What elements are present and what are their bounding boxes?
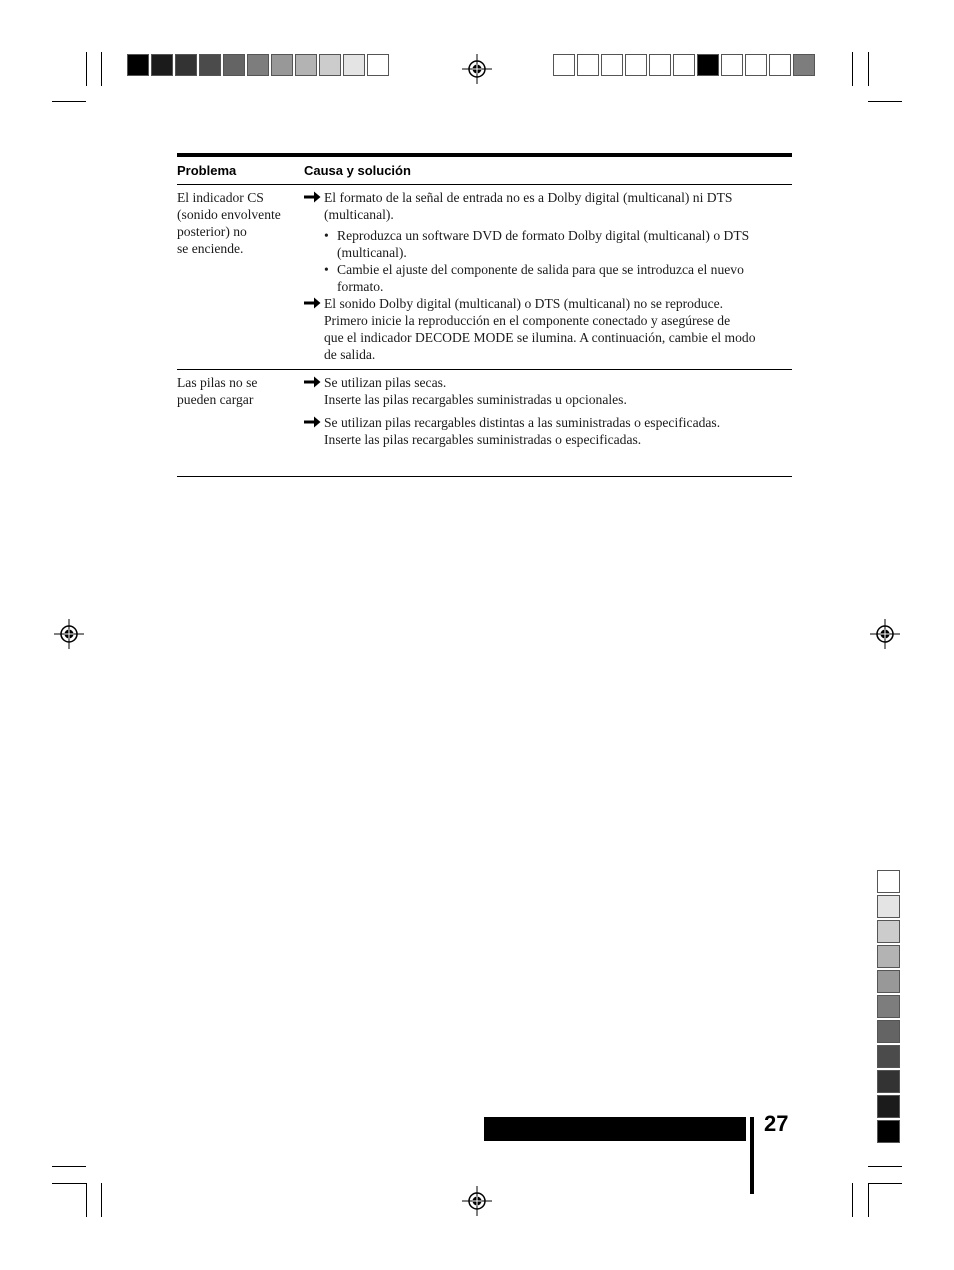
cause-line: Inserte las pilas recargables suministradas o especificadas.: [324, 432, 642, 447]
color-swatch: [127, 54, 149, 76]
color-swatch: [625, 54, 647, 76]
cause-item: [304, 189, 792, 223]
color-swatch: [769, 54, 791, 76]
problem-line: (sonido envolvente: [177, 207, 281, 222]
color-bar-right: [877, 870, 900, 1143]
solution-cell: [304, 370, 792, 476]
cause-line: (multicanal).: [324, 207, 394, 222]
right-arrow-icon: [304, 297, 321, 309]
color-swatch: [877, 970, 900, 993]
cause-line: Inserte las pilas recargables suministradas u opcionales.: [324, 392, 627, 407]
problem-line: pueden cargar: [177, 392, 254, 407]
registration-target-icon: [462, 54, 492, 84]
cause-line: de salida.: [324, 347, 376, 362]
color-swatch: [649, 54, 671, 76]
page-number-bar: [484, 1117, 746, 1141]
color-swatch: [367, 54, 389, 76]
color-swatch: [271, 54, 293, 76]
color-swatch: [721, 54, 743, 76]
color-swatch: [877, 1120, 900, 1143]
problem-cell: [177, 370, 304, 476]
color-swatch: [553, 54, 575, 76]
color-swatch: [877, 870, 900, 893]
page-number: 27: [764, 1111, 789, 1136]
color-swatch: [601, 54, 623, 76]
page-number-rule: [750, 1117, 754, 1194]
list-item: [304, 227, 792, 261]
remedy-line: formato.: [337, 279, 384, 294]
color-swatch: [877, 1020, 900, 1043]
troubleshooting-table: [177, 153, 792, 477]
color-swatch: [877, 1045, 900, 1068]
color-swatch: [577, 54, 599, 76]
cause-item: [304, 374, 792, 408]
header-solution: Causa y solución: [304, 163, 411, 178]
problem-cell: [177, 185, 304, 369]
remedy-line: (multicanal).: [337, 245, 407, 260]
cause-line: Se utilizan pilas secas.: [324, 375, 447, 390]
color-swatch: [877, 895, 900, 918]
cause-item: [304, 414, 792, 448]
color-swatch: [199, 54, 221, 76]
color-bar-top-right: [553, 54, 815, 76]
color-swatch: [877, 945, 900, 968]
color-swatch: [877, 920, 900, 943]
cause-item: [304, 295, 792, 363]
table-row: [177, 185, 792, 370]
problem-line: El indicador CS: [177, 190, 264, 205]
cause-line: Se utilizan pilas recargables distintas a las suministradas o especificadas.: [324, 415, 721, 430]
registration-target-icon: [870, 619, 900, 649]
problem-line: se enciende.: [177, 241, 244, 256]
right-arrow-icon: [304, 191, 321, 203]
cause-line: que el indicador DECODE MODE se ilumina. A continuación, cambie el modo: [324, 330, 756, 345]
color-swatch: [877, 1070, 900, 1093]
table-row: [177, 370, 792, 477]
table-header: [177, 157, 792, 185]
remedy-list: [304, 227, 792, 295]
color-swatch: [175, 54, 197, 76]
right-arrow-icon: [304, 376, 321, 388]
color-swatch: [745, 54, 767, 76]
color-swatch: [697, 54, 719, 76]
cause-line: Primero inicie la reproducción en el componente conectado y asegúrese de: [324, 313, 731, 328]
color-swatch: [343, 54, 365, 76]
solution-cell: [304, 185, 792, 369]
problem-line: posterior) no: [177, 224, 247, 239]
color-swatch: [319, 54, 341, 76]
color-swatch: [673, 54, 695, 76]
color-bar-top-left: [127, 54, 389, 76]
color-swatch: [877, 1095, 900, 1118]
color-swatch: [151, 54, 173, 76]
list-item: [304, 261, 792, 295]
registration-target-icon: [54, 619, 84, 649]
color-swatch: [247, 54, 269, 76]
problem-line: Las pilas no se: [177, 375, 258, 390]
registration-target-icon: [462, 1186, 492, 1216]
cause-line: El sonido Dolby digital (multicanal) o DTS (multicanal) no se reproduce.: [324, 296, 724, 311]
right-arrow-icon: [304, 416, 321, 428]
cause-line: El formato de la señal de entrada no es a Dolby digital (multicanal) ni DTS: [324, 190, 733, 205]
header-problem: Problema: [177, 163, 237, 178]
color-swatch: [877, 995, 900, 1018]
color-swatch: [223, 54, 245, 76]
color-swatch: [295, 54, 317, 76]
color-swatch: [793, 54, 815, 76]
remedy-line: • Reproduzca un software DVD de formato Dolby digital (multicanal) o DTS: [337, 228, 750, 243]
remedy-line: • Cambie el ajuste del componente de salida para que se introduzca el nuevo: [337, 262, 744, 277]
